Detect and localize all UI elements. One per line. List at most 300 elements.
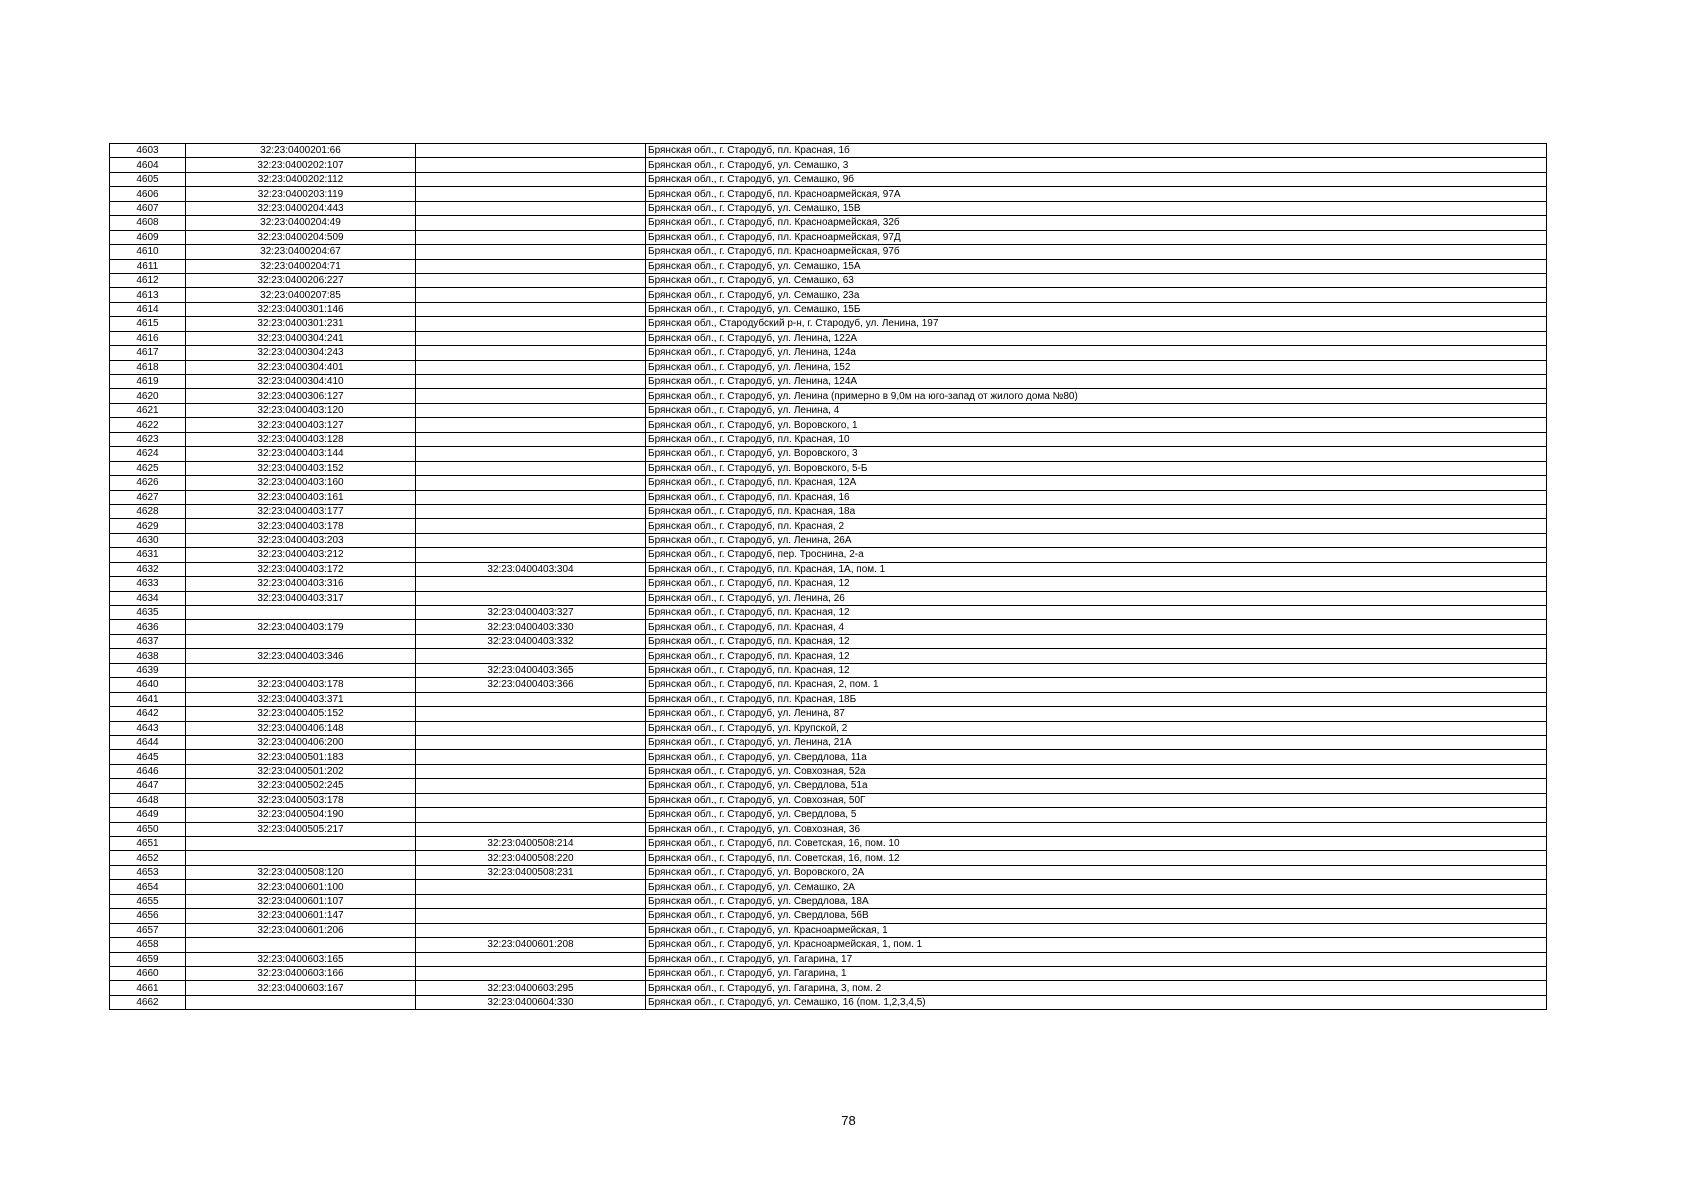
- table-row: [110, 634, 1547, 648]
- row-number-cell: 4635: [110, 606, 186, 620]
- table-row: [110, 865, 1547, 879]
- related-cadastral-number-cell: [416, 577, 646, 591]
- address-cell: Брянская обл., г. Стародуб, пл. Красная, 12: [646, 663, 1547, 677]
- related-cadastral-number-cell: [416, 490, 646, 504]
- related-cadastral-number-cell: [416, 735, 646, 749]
- row-number-cell: 4609: [110, 230, 186, 244]
- address-cell: Брянская обл., г. Стародуб, ул. Свердлова, 56В: [646, 909, 1547, 923]
- row-number-cell: 4620: [110, 389, 186, 403]
- table-row: [110, 562, 1547, 576]
- address-cell: Брянская обл., г. Стародуб, ул. Крупской, 2: [646, 721, 1547, 735]
- address-cell: Брянская обл., г. Стародуб, ул. Семашко, 3: [646, 158, 1547, 172]
- related-cadastral-number-cell: 32:23:0400603:295: [416, 981, 646, 995]
- cadastral-table: [109, 143, 1547, 1010]
- cadastral-number-cell: 32:23:0400403:346: [186, 649, 416, 663]
- related-cadastral-number-cell: 32:23:0400403:330: [416, 620, 646, 634]
- address-cell: Брянская обл., Стародубский р-н, г. Стародуб, ул. Ленина, 197: [646, 317, 1547, 331]
- cadastral-number-cell: 32:23:0400403:316: [186, 577, 416, 591]
- row-number-cell: 4621: [110, 403, 186, 417]
- address-cell: Брянская обл., г. Стародуб, пл. Красная, 1А, пом. 1: [646, 562, 1547, 576]
- related-cadastral-number-cell: [416, 245, 646, 259]
- address-cell: Брянская обл., г. Стародуб, ул. Ленина, 122А: [646, 331, 1547, 345]
- row-number-cell: 4656: [110, 909, 186, 923]
- row-number-cell: 4648: [110, 793, 186, 807]
- related-cadastral-number-cell: [416, 808, 646, 822]
- cadastral-number-cell: 32:23:0400204:509: [186, 230, 416, 244]
- cadastral-number-cell: 32:23:0400403:152: [186, 461, 416, 475]
- related-cadastral-number-cell: 32:23:0400403:304: [416, 562, 646, 576]
- address-cell: Брянская обл., г. Стародуб, пл. Красная, 18а: [646, 504, 1547, 518]
- cadastral-number-cell: 32:23:0400603:165: [186, 952, 416, 966]
- cadastral-number-cell: 32:23:0400403:144: [186, 447, 416, 461]
- address-cell: Брянская обл., г. Стародуб, ул. Гагарина, 1: [646, 966, 1547, 980]
- cadastral-number-cell: 32:23:0400204:67: [186, 245, 416, 259]
- row-number-cell: 4613: [110, 288, 186, 302]
- table-row: [110, 331, 1547, 345]
- related-cadastral-number-cell: 32:23:0400508:214: [416, 837, 646, 851]
- table-row: [110, 606, 1547, 620]
- address-cell: Брянская обл., г. Стародуб, ул. Семашко, 15А: [646, 259, 1547, 273]
- cadastral-number-cell: 32:23:0400403:178: [186, 519, 416, 533]
- address-cell: Брянская обл., г. Стародуб, пл. Красная, 12А: [646, 476, 1547, 490]
- address-cell: Брянская обл., г. Стародуб, ул. Воровского, 1: [646, 418, 1547, 432]
- cadastral-number-cell: [186, 634, 416, 648]
- address-cell: Брянская обл., г. Стародуб, пл. Красная, 2, пом. 1: [646, 678, 1547, 692]
- row-number-cell: 4605: [110, 172, 186, 186]
- row-number-cell: 4643: [110, 721, 186, 735]
- cadastral-number-cell: 32:23:0400508:120: [186, 865, 416, 879]
- table-row: [110, 172, 1547, 186]
- row-number-cell: 4650: [110, 822, 186, 836]
- row-number-cell: 4611: [110, 259, 186, 273]
- row-number-cell: 4634: [110, 591, 186, 605]
- row-number-cell: 4636: [110, 620, 186, 634]
- cadastral-number-cell: 32:23:0400504:190: [186, 808, 416, 822]
- table-row: [110, 144, 1547, 158]
- address-cell: Брянская обл., г. Стародуб, пл. Советская, 16, пом. 10: [646, 837, 1547, 851]
- related-cadastral-number-cell: [416, 346, 646, 360]
- address-cell: Брянская обл., г. Стародуб, пл. Красноармейская, 32б: [646, 216, 1547, 230]
- related-cadastral-number-cell: [416, 880, 646, 894]
- cadastral-number-cell: 32:23:0400204:443: [186, 201, 416, 215]
- address-cell: Брянская обл., г. Стародуб, ул. Ленина, 21А: [646, 735, 1547, 749]
- table-row: [110, 201, 1547, 215]
- related-cadastral-number-cell: 32:23:0400604:330: [416, 995, 646, 1009]
- table-row: [110, 317, 1547, 331]
- row-number-cell: 4607: [110, 201, 186, 215]
- cadastral-number-cell: 32:23:0400403:128: [186, 432, 416, 446]
- cadastral-number-cell: [186, 606, 416, 620]
- row-number-cell: 4647: [110, 779, 186, 793]
- related-cadastral-number-cell: [416, 418, 646, 432]
- related-cadastral-number-cell: [416, 259, 646, 273]
- related-cadastral-number-cell: [416, 302, 646, 316]
- row-number-cell: 4633: [110, 577, 186, 591]
- related-cadastral-number-cell: [416, 144, 646, 158]
- row-number-cell: 4639: [110, 663, 186, 677]
- row-number-cell: 4642: [110, 707, 186, 721]
- row-number-cell: 4622: [110, 418, 186, 432]
- table-row: [110, 461, 1547, 475]
- cadastral-number-cell: [186, 938, 416, 952]
- cadastral-number-cell: 32:23:0400502:245: [186, 779, 416, 793]
- table-row: [110, 649, 1547, 663]
- address-cell: Брянская обл., г. Стародуб, пл. Красная, 16: [646, 490, 1547, 504]
- related-cadastral-number-cell: [416, 432, 646, 446]
- row-number-cell: 4637: [110, 634, 186, 648]
- cadastral-number-cell: 32:23:0400403:177: [186, 504, 416, 518]
- address-cell: Брянская обл., г. Стародуб, ул. Ленина, 26А: [646, 533, 1547, 547]
- cadastral-number-cell: 32:23:0400601:147: [186, 909, 416, 923]
- cadastral-number-cell: 32:23:0400204:49: [186, 216, 416, 230]
- related-cadastral-number-cell: [416, 764, 646, 778]
- related-cadastral-number-cell: 32:23:0400403:365: [416, 663, 646, 677]
- cadastral-number-cell: 32:23:0400406:200: [186, 735, 416, 749]
- table-row: [110, 259, 1547, 273]
- page-number: 78: [841, 1113, 856, 1128]
- related-cadastral-number-cell: [416, 230, 646, 244]
- table-row: [110, 504, 1547, 518]
- cadastral-number-cell: 32:23:0400403:161: [186, 490, 416, 504]
- related-cadastral-number-cell: [416, 952, 646, 966]
- row-number-cell: 4651: [110, 837, 186, 851]
- address-cell: Брянская обл., г. Стародуб, ул. Ленина, 87: [646, 707, 1547, 721]
- cadastral-number-cell: 32:23:0400505:217: [186, 822, 416, 836]
- row-number-cell: 4610: [110, 245, 186, 259]
- table-row: [110, 880, 1547, 894]
- row-number-cell: 4623: [110, 432, 186, 446]
- table-row: [110, 245, 1547, 259]
- address-cell: Брянская обл., г. Стародуб, ул. Семашко, 2А: [646, 880, 1547, 894]
- address-cell: Брянская обл., г. Стародуб, пл. Красная, 18Б: [646, 692, 1547, 706]
- row-number-cell: 4604: [110, 158, 186, 172]
- table-row: [110, 447, 1547, 461]
- related-cadastral-number-cell: [416, 447, 646, 461]
- address-cell: Брянская обл., г. Стародуб, ул. Ленина (примерно в 9,0м на юго-запад от жилого дома №80): [646, 389, 1547, 403]
- row-number-cell: 4608: [110, 216, 186, 230]
- table-row: [110, 721, 1547, 735]
- related-cadastral-number-cell: [416, 822, 646, 836]
- address-cell: Брянская обл., г. Стародуб, ул. Красноармейская, 1, пом. 1: [646, 938, 1547, 952]
- table-row: [110, 764, 1547, 778]
- related-cadastral-number-cell: [416, 288, 646, 302]
- row-number-cell: 4615: [110, 317, 186, 331]
- table-row: [110, 837, 1547, 851]
- address-cell: Брянская обл., г. Стародуб, ул. Гагарина, 17: [646, 952, 1547, 966]
- row-number-cell: 4606: [110, 187, 186, 201]
- cadastral-number-cell: 32:23:0400601:100: [186, 880, 416, 894]
- row-number-cell: 4631: [110, 548, 186, 562]
- row-number-cell: 4619: [110, 375, 186, 389]
- address-cell: Брянская обл., г. Стародуб, ул. Ленина, 26: [646, 591, 1547, 605]
- table-row: [110, 779, 1547, 793]
- related-cadastral-number-cell: [416, 548, 646, 562]
- row-number-cell: 4658: [110, 938, 186, 952]
- row-number-cell: 4638: [110, 649, 186, 663]
- table-row: [110, 966, 1547, 980]
- table-row: [110, 692, 1547, 706]
- cadastral-number-cell: 32:23:0400403:160: [186, 476, 416, 490]
- cadastral-number-cell: 32:23:0400306:127: [186, 389, 416, 403]
- related-cadastral-number-cell: [416, 923, 646, 937]
- row-number-cell: 4659: [110, 952, 186, 966]
- cadastral-number-cell: 32:23:0400405:152: [186, 707, 416, 721]
- address-cell: Брянская обл., г. Стародуб, ул. Гагарина, 3, пом. 2: [646, 981, 1547, 995]
- related-cadastral-number-cell: [416, 172, 646, 186]
- row-number-cell: 4612: [110, 273, 186, 287]
- related-cadastral-number-cell: 32:23:0400601:208: [416, 938, 646, 952]
- cadastral-number-cell: 32:23:0400403:317: [186, 591, 416, 605]
- related-cadastral-number-cell: [416, 375, 646, 389]
- related-cadastral-number-cell: [416, 966, 646, 980]
- table-row: [110, 663, 1547, 677]
- table-row: [110, 158, 1547, 172]
- address-cell: Брянская обл., г. Стародуб, пл. Красноармейская, 97А: [646, 187, 1547, 201]
- cadastral-number-cell: 32:23:0400301:146: [186, 302, 416, 316]
- table-row: [110, 187, 1547, 201]
- address-cell: Брянская обл., г. Стародуб, ул. Свердлова, 11а: [646, 750, 1547, 764]
- address-cell: Брянская обл., г. Стародуб, пл. Красная, 12: [646, 577, 1547, 591]
- row-number-cell: 4652: [110, 851, 186, 865]
- row-number-cell: 4627: [110, 490, 186, 504]
- row-number-cell: 4603: [110, 144, 186, 158]
- related-cadastral-number-cell: [416, 793, 646, 807]
- related-cadastral-number-cell: [416, 649, 646, 663]
- table-row: [110, 389, 1547, 403]
- row-number-cell: 4630: [110, 533, 186, 547]
- address-cell: Брянская обл., г. Стародуб, ул. Воровского, 2А: [646, 865, 1547, 879]
- address-cell: Брянская обл., г. Стародуб, ул. Совхозная, 52а: [646, 764, 1547, 778]
- cadastral-number-cell: [186, 663, 416, 677]
- address-cell: Брянская обл., г. Стародуб, ул. Воровского, 5-Б: [646, 461, 1547, 475]
- related-cadastral-number-cell: [416, 519, 646, 533]
- row-number-cell: 4653: [110, 865, 186, 879]
- table-row: [110, 735, 1547, 749]
- cadastral-number-cell: 32:23:0400403:371: [186, 692, 416, 706]
- related-cadastral-number-cell: 32:23:0400403:327: [416, 606, 646, 620]
- address-cell: Брянская обл., г. Стародуб, ул. Семашко, 9б: [646, 172, 1547, 186]
- cadastral-number-cell: 32:23:0400304:243: [186, 346, 416, 360]
- table-row: [110, 923, 1547, 937]
- address-cell: Брянская обл., г. Стародуб, ул. Свердлова, 5: [646, 808, 1547, 822]
- table-row: [110, 230, 1547, 244]
- table-row: [110, 678, 1547, 692]
- related-cadastral-number-cell: [416, 476, 646, 490]
- related-cadastral-number-cell: [416, 273, 646, 287]
- row-number-cell: 4661: [110, 981, 186, 995]
- row-number-cell: 4645: [110, 750, 186, 764]
- table-row: [110, 346, 1547, 360]
- address-cell: Брянская обл., г. Стародуб, пл. Красная, 10: [646, 432, 1547, 446]
- address-cell: Брянская обл., г. Стародуб, пл. Красная, 4: [646, 620, 1547, 634]
- row-number-cell: 4625: [110, 461, 186, 475]
- address-cell: Брянская обл., г. Стародуб, пл. Красная, 12: [646, 649, 1547, 663]
- cadastral-number-cell: 32:23:0400301:231: [186, 317, 416, 331]
- related-cadastral-number-cell: [416, 201, 646, 215]
- table-row: [110, 851, 1547, 865]
- address-cell: Брянская обл., г. Стародуб, ул. Совхозная, 36: [646, 822, 1547, 836]
- row-number-cell: 4660: [110, 966, 186, 980]
- related-cadastral-number-cell: [416, 331, 646, 345]
- cadastral-number-cell: 32:23:0400304:401: [186, 360, 416, 374]
- address-cell: Брянская обл., г. Стародуб, пер. Троснина, 2-а: [646, 548, 1547, 562]
- address-cell: Брянская обл., г. Стародуб, пл. Красная, 1б: [646, 144, 1547, 158]
- related-cadastral-number-cell: [416, 750, 646, 764]
- row-number-cell: 4617: [110, 346, 186, 360]
- related-cadastral-number-cell: [416, 158, 646, 172]
- address-cell: Брянская обл., г. Стародуб, ул. Ленина, 152: [646, 360, 1547, 374]
- address-cell: Брянская обл., г. Стародуб, ул. Семашко, 16 (пом. 1,2,3,4,5): [646, 995, 1547, 1009]
- cadastral-number-cell: 32:23:0400203:119: [186, 187, 416, 201]
- table-row: [110, 476, 1547, 490]
- cadastral-number-cell: 32:23:0400403:178: [186, 678, 416, 692]
- cadastral-number-cell: 32:23:0400403:120: [186, 403, 416, 417]
- table-row: [110, 938, 1547, 952]
- cadastral-number-cell: 32:23:0400403:203: [186, 533, 416, 547]
- row-number-cell: 4614: [110, 302, 186, 316]
- cadastral-number-cell: 32:23:0400601:206: [186, 923, 416, 937]
- address-cell: Брянская обл., г. Стародуб, пл. Красноармейская, 97Д: [646, 230, 1547, 244]
- related-cadastral-number-cell: 32:23:0400508:231: [416, 865, 646, 879]
- row-number-cell: 4641: [110, 692, 186, 706]
- table-row: [110, 981, 1547, 995]
- related-cadastral-number-cell: [416, 894, 646, 908]
- cadastral-number-cell: [186, 851, 416, 865]
- table-row: [110, 490, 1547, 504]
- table-row: [110, 533, 1547, 547]
- row-number-cell: 4629: [110, 519, 186, 533]
- row-number-cell: 4618: [110, 360, 186, 374]
- address-cell: Брянская обл., г. Стародуб, ул. Свердлова, 18А: [646, 894, 1547, 908]
- table-row: [110, 548, 1547, 562]
- table-row: [110, 808, 1547, 822]
- cadastral-number-cell: 32:23:0400603:166: [186, 966, 416, 980]
- address-cell: Брянская обл., г. Стародуб, ул. Ленина, 124а: [646, 346, 1547, 360]
- row-number-cell: 4657: [110, 923, 186, 937]
- cadastral-number-cell: 32:23:0400207:85: [186, 288, 416, 302]
- row-number-cell: 4640: [110, 678, 186, 692]
- row-number-cell: 4624: [110, 447, 186, 461]
- cadastral-number-cell: [186, 837, 416, 851]
- address-cell: Брянская обл., г. Стародуб, ул. Ленина, 4: [646, 403, 1547, 417]
- cadastral-number-cell: [186, 995, 416, 1009]
- table-row: [110, 591, 1547, 605]
- table-row: [110, 375, 1547, 389]
- table-row: [110, 418, 1547, 432]
- cadastral-number-cell: 32:23:0400501:202: [186, 764, 416, 778]
- address-cell: Брянская обл., г. Стародуб, пл. Красноармейская, 97б: [646, 245, 1547, 259]
- related-cadastral-number-cell: [416, 707, 646, 721]
- table-row: [110, 620, 1547, 634]
- related-cadastral-number-cell: [416, 403, 646, 417]
- address-cell: Брянская обл., г. Стародуб, ул. Семашко, 23а: [646, 288, 1547, 302]
- cadastral-number-cell: 32:23:0400403:179: [186, 620, 416, 634]
- table-row: [110, 952, 1547, 966]
- table-row: [110, 519, 1547, 533]
- cadastral-number-cell: 32:23:0400403:172: [186, 562, 416, 576]
- address-cell: Брянская обл., г. Стародуб, пл. Красная, 12: [646, 634, 1547, 648]
- related-cadastral-number-cell: [416, 721, 646, 735]
- table-row: [110, 995, 1547, 1009]
- cadastral-number-cell: 32:23:0400503:178: [186, 793, 416, 807]
- row-number-cell: 4655: [110, 894, 186, 908]
- address-cell: Брянская обл., г. Стародуб, ул. Красноармейская, 1: [646, 923, 1547, 937]
- table-row: [110, 360, 1547, 374]
- row-number-cell: 4616: [110, 331, 186, 345]
- cadastral-number-cell: 32:23:0400204:71: [186, 259, 416, 273]
- address-cell: Брянская обл., г. Стародуб, ул. Семашко, 15Б: [646, 302, 1547, 316]
- address-cell: Брянская обл., г. Стародуб, пл. Красная, 12: [646, 606, 1547, 620]
- cadastral-number-cell: 32:23:0400206:227: [186, 273, 416, 287]
- address-cell: Брянская обл., г. Стародуб, ул. Ленина, 124А: [646, 375, 1547, 389]
- table-row: [110, 577, 1547, 591]
- cadastral-number-cell: 32:23:0400201:66: [186, 144, 416, 158]
- related-cadastral-number-cell: [416, 533, 646, 547]
- address-cell: Брянская обл., г. Стародуб, ул. Семашко, 63: [646, 273, 1547, 287]
- table-row: [110, 432, 1547, 446]
- cadastral-number-cell: 32:23:0400202:112: [186, 172, 416, 186]
- cadastral-number-cell: 32:23:0400304:241: [186, 331, 416, 345]
- row-number-cell: 4626: [110, 476, 186, 490]
- row-number-cell: 4628: [110, 504, 186, 518]
- table-row: [110, 273, 1547, 287]
- table-row: [110, 403, 1547, 417]
- cadastral-number-cell: 32:23:0400603:167: [186, 981, 416, 995]
- table-row: [110, 288, 1547, 302]
- row-number-cell: 4649: [110, 808, 186, 822]
- related-cadastral-number-cell: [416, 461, 646, 475]
- address-cell: Брянская обл., г. Стародуб, ул. Свердлова, 51а: [646, 779, 1547, 793]
- related-cadastral-number-cell: 32:23:0400508:220: [416, 851, 646, 865]
- related-cadastral-number-cell: [416, 692, 646, 706]
- row-number-cell: 4644: [110, 735, 186, 749]
- address-cell: Брянская обл., г. Стародуб, ул. Совхозная, 50Г: [646, 793, 1547, 807]
- related-cadastral-number-cell: [416, 216, 646, 230]
- table-body: [110, 144, 1547, 1010]
- cadastral-number-cell: 32:23:0400202:107: [186, 158, 416, 172]
- cadastral-number-cell: 32:23:0400501:183: [186, 750, 416, 764]
- related-cadastral-number-cell: [416, 187, 646, 201]
- cadastral-number-cell: 32:23:0400403:127: [186, 418, 416, 432]
- address-cell: Брянская обл., г. Стародуб, ул. Воровского, 3: [646, 447, 1547, 461]
- row-number-cell: 4646: [110, 764, 186, 778]
- row-number-cell: 4632: [110, 562, 186, 576]
- related-cadastral-number-cell: [416, 389, 646, 403]
- table-row: [110, 822, 1547, 836]
- cadastral-number-cell: 32:23:0400403:212: [186, 548, 416, 562]
- related-cadastral-number-cell: [416, 317, 646, 331]
- table-row: [110, 302, 1547, 316]
- related-cadastral-number-cell: [416, 779, 646, 793]
- table-row: [110, 707, 1547, 721]
- related-cadastral-number-cell: 32:23:0400403:332: [416, 634, 646, 648]
- row-number-cell: 4662: [110, 995, 186, 1009]
- cadastral-number-cell: 32:23:0400406:148: [186, 721, 416, 735]
- table-row: [110, 894, 1547, 908]
- cadastral-number-cell: 32:23:0400304:410: [186, 375, 416, 389]
- table-row: [110, 909, 1547, 923]
- related-cadastral-number-cell: [416, 504, 646, 518]
- related-cadastral-number-cell: 32:23:0400403:366: [416, 678, 646, 692]
- address-cell: Брянская обл., г. Стародуб, ул. Семашко, 15В: [646, 201, 1547, 215]
- related-cadastral-number-cell: [416, 360, 646, 374]
- address-cell: Брянская обл., г. Стародуб, пл. Советская, 16, пом. 12: [646, 851, 1547, 865]
- table-row: [110, 216, 1547, 230]
- related-cadastral-number-cell: [416, 591, 646, 605]
- table-row: [110, 793, 1547, 807]
- table-row: [110, 750, 1547, 764]
- address-cell: Брянская обл., г. Стародуб, пл. Красная, 2: [646, 519, 1547, 533]
